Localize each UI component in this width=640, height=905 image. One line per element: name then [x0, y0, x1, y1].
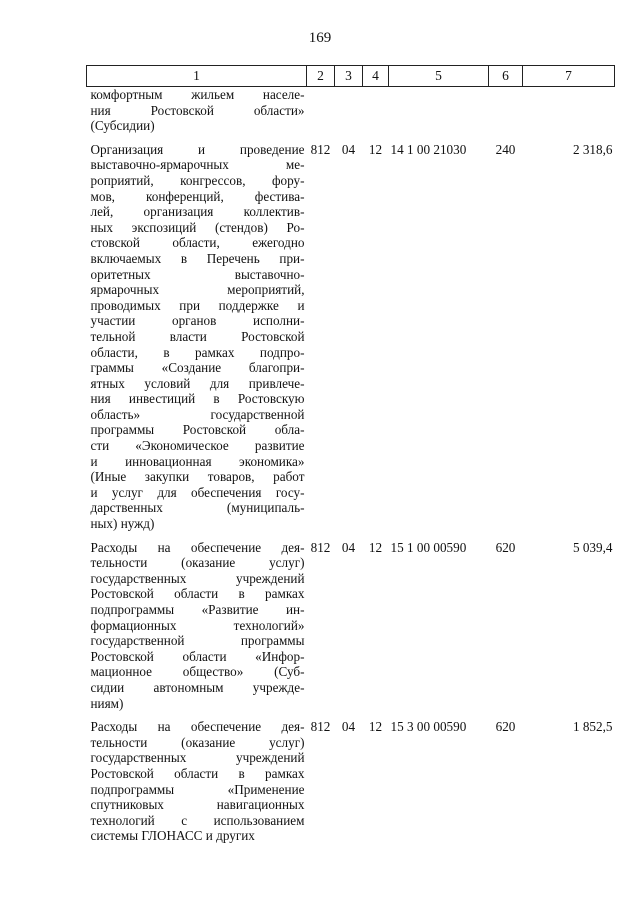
section-code: 04	[341, 539, 356, 555]
description-line: сти «Экономическое развитие	[90, 438, 305, 454]
expense-type-code: 620	[495, 539, 516, 555]
description-line: ния Ростовской области»	[90, 102, 305, 118]
description-line: комфортным жильем населе-	[90, 87, 305, 102]
header-col-3: 3	[335, 66, 363, 87]
header-col-1: 1	[87, 66, 307, 87]
expense-type-code	[489, 87, 523, 134]
header-col-2: 2	[307, 66, 335, 87]
table-row	[87, 711, 615, 844]
amount: 5 039,4	[572, 539, 613, 555]
expense-type-code: 240	[495, 141, 516, 157]
section-code: 04	[341, 141, 356, 157]
ministry-code	[307, 87, 335, 134]
amount: 1 852,5	[572, 719, 613, 735]
description-line: (Субсидии)	[90, 118, 155, 134]
description-line: мационное общество» (Суб-	[90, 664, 305, 680]
description-line: государственной программы	[90, 633, 305, 649]
target-article-code: 14 1 00 21030	[390, 141, 467, 157]
description-line: тельности (оказание услуг)	[90, 555, 305, 571]
description-line: Ростовской области в рамках	[90, 765, 305, 781]
description-line: государственных учреждений	[90, 750, 305, 766]
description-line: Ростовской области «Инфор-	[90, 648, 305, 664]
description-line: тельности (оказание услуг)	[90, 734, 305, 750]
description-line: граммы «Создание благопри-	[90, 360, 305, 376]
subsection-code: 12	[368, 141, 383, 157]
description-line: включаемых в Перечень при-	[90, 250, 305, 266]
header-row	[87, 66, 615, 87]
description-line: Расходы на обеспечение дея-	[90, 539, 305, 555]
expense-type-code: 620	[495, 719, 516, 735]
description-line: Расходы на обеспечение дея-	[90, 719, 305, 735]
amount	[523, 87, 615, 134]
description-line: формационных технологий»	[90, 617, 305, 633]
table-row	[87, 87, 615, 134]
description-line: государственных учреждений	[90, 570, 305, 586]
target-article-code: 15 1 00 00590	[390, 539, 467, 555]
description-line: стовской области, ежегодно	[90, 235, 305, 251]
header-col-4: 4	[363, 66, 389, 87]
description-line: участии органов исполни-	[90, 313, 305, 329]
description-line: ных) нужд)	[90, 516, 155, 532]
section-code: 04	[341, 719, 356, 735]
table-row	[87, 134, 615, 532]
description-line: мов, конференций, фестива-	[90, 188, 305, 204]
ministry-code: 812	[310, 719, 331, 735]
header-col-5: 5	[389, 66, 489, 87]
description-line: области, в рамках подпро-	[90, 344, 305, 360]
row-description	[87, 87, 307, 134]
description-line: оритетных выставочно-	[90, 266, 305, 282]
subsection-code: 12	[368, 539, 383, 555]
description-line: дарственных (муниципаль-	[90, 500, 305, 516]
page-number: 169	[308, 30, 332, 46]
description-line: и инновационная экономика»	[90, 453, 305, 469]
description-line: ятных условий для привлече-	[90, 375, 305, 391]
table-header	[87, 66, 615, 87]
subsection-code: 12	[368, 719, 383, 735]
section-code	[335, 87, 363, 134]
description-line: технологий с использованием	[90, 812, 305, 828]
header-col-7: 7	[523, 66, 615, 87]
ministry-code: 812	[310, 539, 331, 555]
description-line: лей, организация коллектив-	[90, 204, 305, 220]
row-description	[87, 532, 307, 712]
description-line: подпрограммы «Применение	[90, 781, 305, 797]
description-line: сидии автономным учрежде-	[90, 679, 305, 695]
description-line: спутниковых навигационных	[90, 797, 305, 813]
target-article-code	[389, 87, 489, 134]
description-line: выставочно-ярмарочных ме-	[90, 157, 305, 173]
description-line: ниям)	[90, 695, 124, 711]
description-line: и услуг для обеспечения госу-	[90, 484, 305, 500]
description-line: проводимых при поддержке и	[90, 297, 305, 313]
description-line: программы Ростовской обла-	[90, 422, 305, 438]
description-line: тельной власти Ростовской	[90, 328, 305, 344]
ministry-code: 812	[310, 141, 331, 157]
description-line: роприятий, конгрессов, фору-	[90, 172, 305, 188]
description-line: Организация и проведение	[90, 141, 305, 157]
description-line: Ростовской области в рамках	[90, 586, 305, 602]
description-line: подпрограммы «Развитие ин-	[90, 602, 305, 617]
description-line: (Иные закупки товаров, работ	[90, 469, 305, 485]
amount: 2 318,6	[572, 141, 613, 157]
target-article-code: 15 3 00 00590	[390, 719, 467, 735]
subsection-code	[363, 87, 389, 134]
row-description	[87, 711, 307, 844]
table-body	[87, 87, 615, 844]
budget-table	[86, 65, 615, 844]
description-line: системы ГЛОНАСС и других	[90, 828, 255, 844]
description-line: ных экспозиций (стендов) Ро-	[90, 219, 305, 235]
table-row	[87, 532, 615, 712]
description-line: ния инвестиций в Ростовскую	[90, 391, 305, 407]
description-line: ярмарочных мероприятий,	[90, 282, 305, 298]
description-line: область» государственной	[90, 406, 305, 422]
header-col-6: 6	[489, 66, 523, 87]
row-description	[87, 134, 307, 532]
